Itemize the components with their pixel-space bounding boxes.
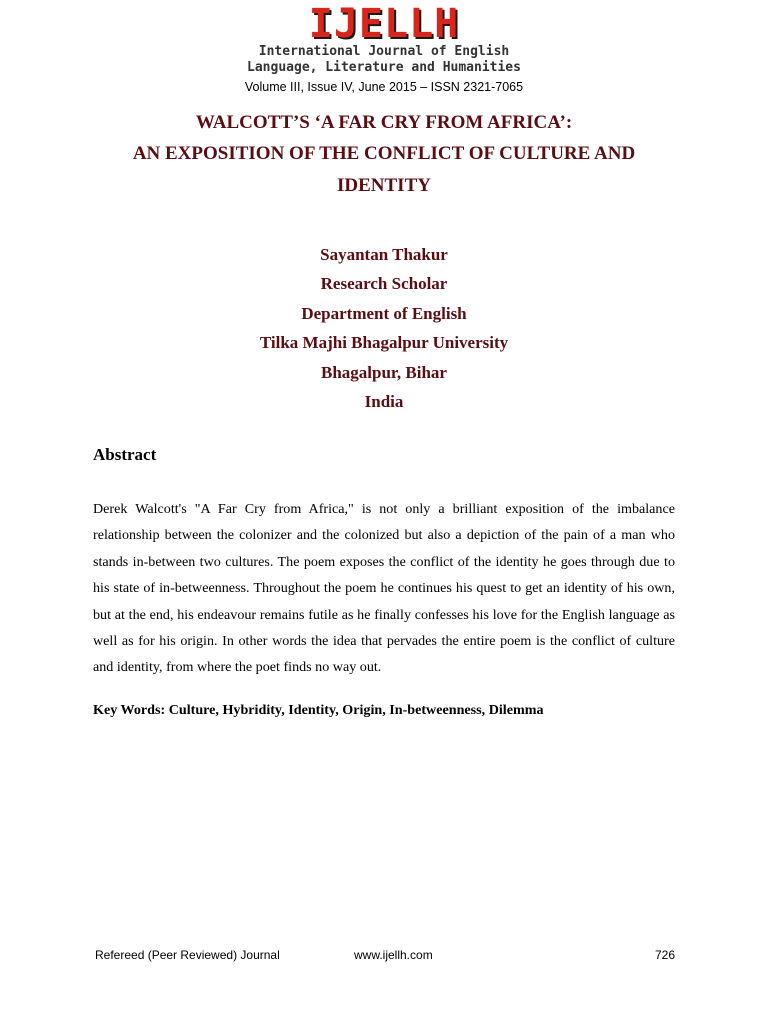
- title-line-2: AN EXPOSITION OF THE CONFLICT OF CULTURE AND: [132, 143, 636, 164]
- footer-journal-type: Refereed (Peer Reviewed) Journal: [95, 948, 280, 962]
- journal-name-line2: Language, Literature and Humanities: [247, 60, 521, 75]
- title-line-1: WALCOTT’S ‘A FAR CRY FROM AFRICA’:: [195, 112, 573, 133]
- author-block: [60, 240, 708, 416]
- author-university: Tilka Majhi Bhagalpur University: [259, 333, 509, 353]
- keywords: Key Words: Culture, Hybridity, Identity, Origin, In-betweenness, Dilemma: [93, 702, 544, 718]
- paper-title: [60, 110, 708, 202]
- title-line-3: IDENTITY: [337, 175, 431, 196]
- author-department: Department of English: [301, 303, 467, 323]
- page-number: 726: [654, 948, 675, 962]
- author-country: India: [364, 392, 404, 412]
- journal-name: [0, 44, 768, 76]
- author-city: Bhagalpur, Bihar: [321, 362, 447, 382]
- journal-name-line1: International Journal of English: [258, 44, 510, 59]
- author-role: Research Scholar: [320, 274, 448, 294]
- journal-masthead: [0, 1, 768, 95]
- journal-logo: IJELLH: [308, 1, 460, 47]
- abstract-body: Derek Walcott's "A Far Cry from Africa," is not only a brilliant exposition of the imbalance relationship between the colonizer and the colonized but also a depiction of the pain of a man who stands in-between two cultures. The poem exposes the conflict of the identity he goes through due to his state of in-betweenness. Throughout the poem he continues his quest to get an identity of his own, but at the end, his endeavour remains futile as he finally confesses his love for the English language as well as for his origin. In other words the idea that pervades the entire poem is the conflict of culture and identity, from where the poet finds no way out.: [93, 501, 675, 676]
- abstract-heading: Abstract: [93, 445, 157, 464]
- volume-issue-line: Volume III, Issue IV, June 2015 – ISSN 2321-7065: [244, 80, 524, 94]
- footer-website-link[interactable]: www.ijellh.com: [354, 948, 433, 962]
- author-name: Sayantan Thakur: [320, 245, 448, 264]
